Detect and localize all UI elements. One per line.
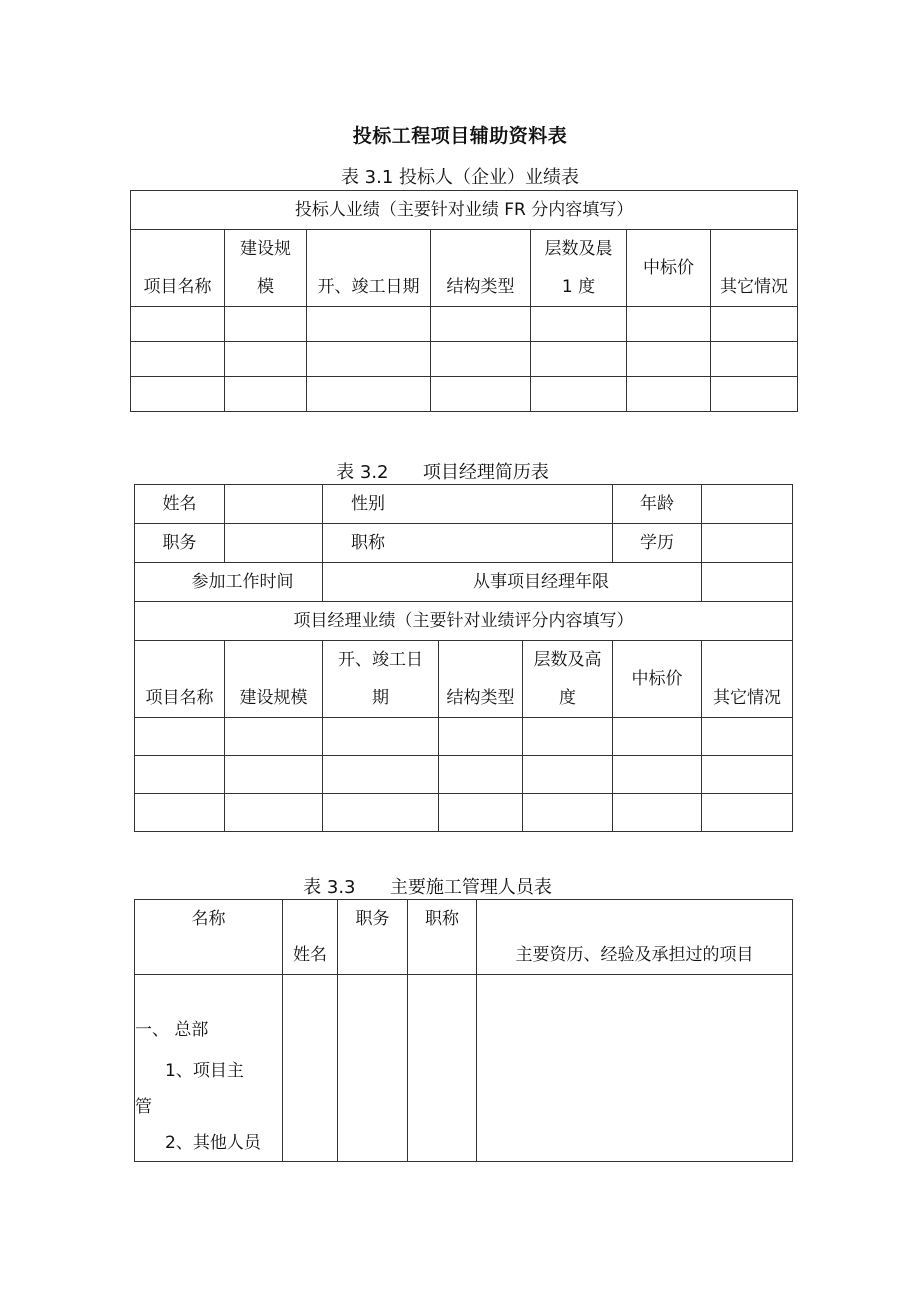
table-cell[interactable] — [225, 377, 307, 412]
table2-section-header: 项目经理业绩（主要针对业绩评分内容填写） — [135, 602, 793, 641]
table3-caption: 表 3.3 主要施工管理人员表 — [303, 877, 552, 898]
table-cell[interactable] — [131, 377, 225, 412]
table2-pm-resume — [134, 484, 793, 832]
table-cell[interactable] — [523, 794, 613, 832]
table-cell[interactable] — [225, 718, 323, 756]
table-cell[interactable] — [702, 718, 793, 756]
pm-years-label: 从事项目经理年限 — [323, 563, 702, 602]
table2-col-structure: 结构类型 — [439, 641, 523, 718]
category-project-lead: 1、项目主 — [165, 1061, 244, 1081]
table3-management-staff — [134, 899, 793, 1162]
table-cell[interactable] — [135, 794, 225, 832]
table-cell[interactable] — [531, 377, 627, 412]
table-cell[interactable] — [225, 756, 323, 794]
table-cell[interactable] — [613, 794, 702, 832]
table-cell[interactable] — [613, 718, 702, 756]
table2-col-floors-line2: 度 — [559, 688, 577, 708]
table-cell[interactable] — [711, 307, 798, 342]
table1-performance — [130, 190, 798, 412]
table-cell[interactable] — [338, 975, 408, 1162]
table-cell[interactable] — [523, 756, 613, 794]
table-cell[interactable] — [627, 307, 711, 342]
table-cell[interactable] — [702, 794, 793, 832]
table-cell[interactable] — [225, 342, 307, 377]
table-cell[interactable] — [307, 307, 431, 342]
table1-col-other: 其它情况 — [711, 230, 798, 307]
table-cell[interactable] — [323, 756, 439, 794]
table-cell[interactable] — [613, 756, 702, 794]
table2-col-other: 其它情况 — [702, 641, 793, 718]
table-cell[interactable] — [439, 718, 523, 756]
gender-label: 性别 — [323, 485, 613, 524]
table1-col-dates: 开、竣工日期 — [307, 230, 431, 307]
table-cell[interactable] — [523, 718, 613, 756]
table-cell[interactable] — [702, 756, 793, 794]
category-other-staff: 2、其他人员 — [165, 1133, 261, 1153]
table-row — [131, 342, 798, 377]
table-cell[interactable] — [131, 342, 225, 377]
table-cell[interactable] — [431, 377, 531, 412]
table-row — [135, 794, 793, 832]
table1-col-scale-line1: 建设规 — [240, 239, 291, 259]
table-cell[interactable] — [439, 756, 523, 794]
table2-caption: 表 3.2 项目经理简历表 — [336, 462, 549, 483]
table-cell[interactable] — [307, 342, 431, 377]
table1-caption: 表 3.1 投标人（企业）业绩表 — [340, 167, 580, 188]
table-cell[interactable] — [627, 377, 711, 412]
table-cell[interactable] — [283, 975, 338, 1162]
table-row — [135, 756, 793, 794]
table-cell[interactable] — [531, 307, 627, 342]
table1-section-header: 投标人业绩（主要针对业绩 FR 分内容填写） — [131, 191, 798, 230]
table-cell[interactable] — [225, 794, 323, 832]
table-cell[interactable] — [439, 794, 523, 832]
table-cell[interactable] — [323, 718, 439, 756]
table1-col-scale — [225, 230, 307, 307]
table-cell[interactable] — [135, 718, 225, 756]
table2-col-floors-line1: 层数及高 — [533, 650, 602, 670]
table-cell[interactable] — [627, 342, 711, 377]
table3-col-title: 职称 — [408, 900, 477, 975]
table-cell[interactable] — [307, 377, 431, 412]
pm-years-value[interactable] — [702, 563, 793, 602]
table3-col-position: 职务 — [338, 900, 408, 975]
table-row — [135, 718, 793, 756]
position-label: 职务 — [135, 524, 225, 563]
table-cell[interactable] — [135, 756, 225, 794]
table1-col-scale-line2: 模 — [257, 277, 274, 297]
table3-col-experience: 主要资历、经验及承担过的项目 — [477, 900, 793, 975]
table-cell[interactable] — [131, 307, 225, 342]
table-row — [131, 307, 798, 342]
table3-category-cell — [135, 975, 283, 1162]
name-label: 姓名 — [135, 485, 225, 524]
table3-col-person: 姓名 — [283, 900, 338, 975]
table1-col-floors-line2: 1 度 — [561, 277, 596, 297]
table-cell[interactable] — [711, 342, 798, 377]
table3-col-name: 名称 — [135, 900, 283, 975]
table-cell[interactable] — [408, 975, 477, 1162]
table-cell[interactable] — [323, 794, 439, 832]
table-cell[interactable] — [711, 377, 798, 412]
table2-col-bid-price: 中标价 — [613, 641, 702, 718]
title-label: 职称 — [323, 524, 613, 563]
category-project-lead-cont: 管 — [135, 1097, 152, 1117]
table-row — [131, 377, 798, 412]
education-value[interactable] — [702, 524, 793, 563]
age-value[interactable] — [702, 485, 793, 524]
table1-col-project-name: 项目名称 — [131, 230, 225, 307]
category-headquarters: 一、 总部 — [135, 1020, 209, 1040]
table1-col-structure: 结构类型 — [431, 230, 531, 307]
table2-col-project-name: 项目名称 — [135, 641, 225, 718]
table2-col-dates-line2: 期 — [372, 688, 389, 708]
table1-col-bid-price: 中标价 — [627, 230, 711, 307]
table2-col-dates — [323, 641, 439, 718]
page-title: 投标工程项目辅助资料表 — [352, 125, 568, 147]
table2-col-floors — [523, 641, 613, 718]
name-value[interactable] — [225, 485, 323, 524]
age-label: 年龄 — [613, 485, 702, 524]
work-start-label: 参加工作时间 — [135, 563, 323, 602]
table-cell[interactable] — [477, 975, 793, 1162]
table-cell[interactable] — [431, 342, 531, 377]
table2-col-scale: 建设规模 — [225, 641, 323, 718]
table-cell[interactable] — [431, 307, 531, 342]
education-label: 学历 — [613, 524, 702, 563]
table2-col-dates-line1: 开、竣工日 — [338, 650, 423, 670]
table-cell[interactable] — [225, 307, 307, 342]
table1-col-floors — [531, 230, 627, 307]
table-cell[interactable] — [531, 342, 627, 377]
table1-col-floors-line1: 层数及晨 — [544, 239, 613, 259]
position-value[interactable] — [225, 524, 323, 563]
